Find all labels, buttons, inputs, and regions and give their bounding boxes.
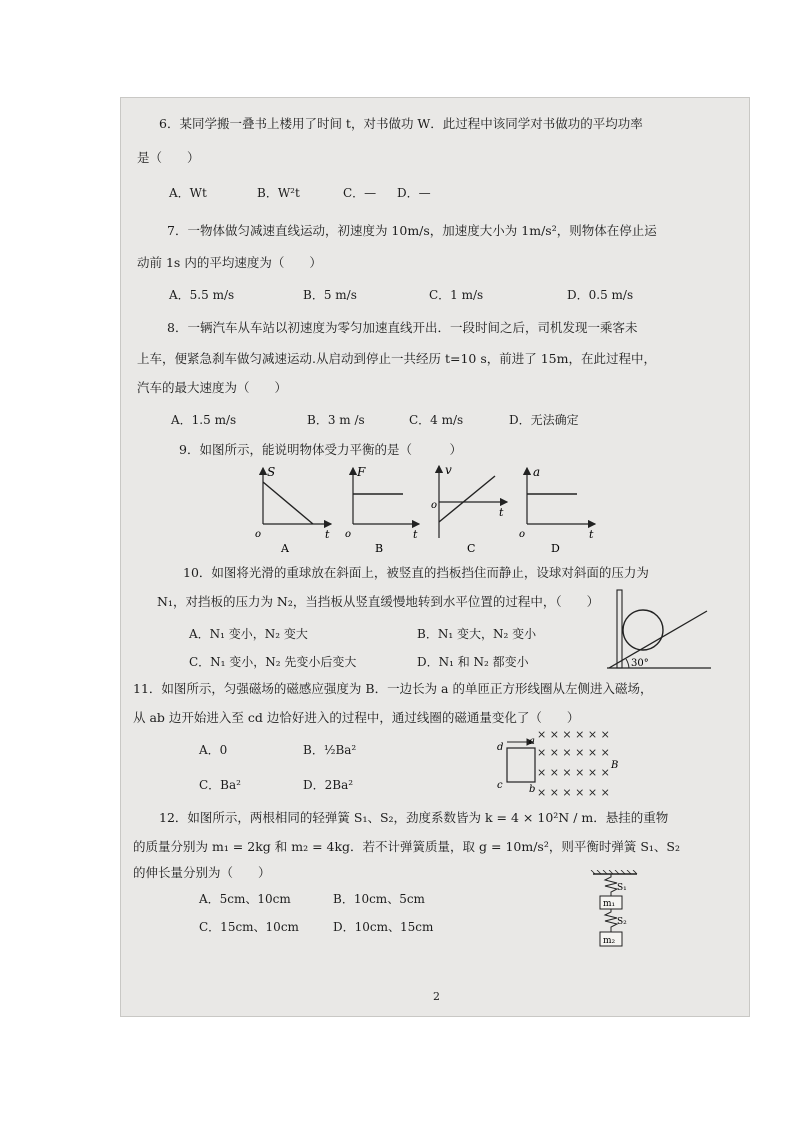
svg-text:× × × × × ×: × × × × × × bbox=[537, 786, 610, 799]
q11-option-b: B．½Ba² bbox=[303, 743, 357, 757]
page-number: 2 bbox=[433, 990, 440, 1003]
q9-d-xlabel: t bbox=[589, 528, 594, 541]
q8-stem-line2: 上车，便紧急刹车做匀减速运动.从启动到停止一共经历 t=10 s，前进了 15m，在此过程中， bbox=[137, 351, 656, 366]
q9-c-xlabel: t bbox=[499, 506, 504, 519]
exam-page bbox=[120, 97, 750, 1017]
q8-option-d: D．无法确定 bbox=[509, 413, 579, 427]
q6-option-a: A．Wt bbox=[169, 186, 207, 200]
q11-stem-line2: 从 ab 边开始进入至 cd 边恰好进入的过程中，通过线圈的磁通量变化了（ ） bbox=[133, 710, 580, 725]
svg-text:× × × × × ×: × × × × × × bbox=[537, 728, 610, 741]
q12-stem-line3: 的伸长量分别为（ ） bbox=[133, 865, 271, 880]
q11-label-d: d bbox=[497, 742, 504, 753]
q9-graph-c bbox=[431, 463, 507, 555]
q7-option-b: B．5 m/s bbox=[303, 288, 357, 302]
q6-stem-line2: 是（ ） bbox=[137, 150, 200, 165]
q9-b-origin: o bbox=[345, 529, 352, 540]
q6-option-c: C．— bbox=[343, 186, 377, 200]
q12-option-c: C．15cm、10cm bbox=[199, 920, 299, 934]
q9-graph-d bbox=[519, 465, 595, 555]
q10-option-b: B．N₁ 变大，N₂ 变小 bbox=[417, 627, 537, 641]
q10-incline-figure bbox=[603, 586, 715, 672]
q11-option-c: C．Ba² bbox=[199, 778, 241, 792]
q8-option-b: B．3 m /s bbox=[307, 413, 365, 427]
q12-option-a: A．5cm、10cm bbox=[199, 892, 291, 906]
q11-option-d: D．2Ba² bbox=[303, 778, 354, 792]
q9-graph-b bbox=[345, 465, 419, 555]
q10-stem-line1: 10．如图将光滑的重球放在斜面上，被竖直的挡板挡住而静止，设球对斜面的压力为 bbox=[183, 565, 649, 580]
q7-stem-line2: 动前 1s 内的平均速度为（ ） bbox=[137, 255, 322, 270]
q8-option-c: C．4 m/s bbox=[409, 413, 464, 427]
q12-option-d: D．10cm、15cm bbox=[333, 920, 434, 934]
q9-d-ylabel: a bbox=[533, 465, 541, 479]
q9-a-origin: o bbox=[255, 529, 262, 540]
q8-stem-line1: 8．一辆汽车从车站以初速度为零匀加速直线开出．一段时间之后，司机发现一乘客未 bbox=[167, 320, 638, 335]
q10-option-a: A．N₁ 变小，N₂ 变大 bbox=[189, 627, 308, 641]
q10-option-c: C．N₁ 变小，N₂ 先变小后变大 bbox=[189, 655, 357, 669]
q11-magnetic-field-figure bbox=[493, 724, 649, 804]
q8-option-a: A．1.5 m/s bbox=[171, 413, 237, 427]
q12-label-s2: S₂ bbox=[617, 917, 627, 927]
q12-label-s1: S₁ bbox=[617, 883, 627, 893]
q9-b-xlabel: t bbox=[413, 528, 418, 541]
q6-option-d: D．— bbox=[397, 186, 431, 200]
q7-option-c: C．1 m/s bbox=[429, 288, 484, 302]
q11-option-a: A．0 bbox=[199, 743, 228, 757]
q11-label-B: B bbox=[611, 760, 619, 771]
q12-stem-line2: 的质量分别为 m₁ = 2kg 和 m₂ = 4kg．若不计弹簧质量，取 g = 10m/s²，则平衡时弹簧 S₁、S₂ bbox=[133, 839, 680, 854]
q10-stem-line2: N₁，对挡板的压力为 N₂，当挡板从竖直缓慢地转到水平位置的过程中，（ ） bbox=[157, 594, 600, 609]
svg-text:× × × × × ×: × × × × × × bbox=[537, 746, 610, 759]
q9-graph-a bbox=[255, 465, 331, 555]
q9-b-caption: B bbox=[375, 542, 384, 555]
q9-a-xlabel: t bbox=[325, 528, 330, 541]
q9-stem: 9．如图所示，能说明物体受力平衡的是（ ） bbox=[179, 442, 462, 457]
q9-c-caption: C bbox=[467, 542, 476, 555]
q11-label-a: a bbox=[529, 736, 535, 747]
q7-option-a: A．5.5 m/s bbox=[169, 288, 235, 302]
q7-stem-line1: 7．一物体做匀减速直线运动，初速度为 10m/s，加速度大小为 1m/s²，则物体在停止运 bbox=[167, 223, 657, 238]
q12-stem-line1: 12．如图所示，两根相同的轻弹簧 S₁、S₂，劲度系数皆为 k = 4 × 10²N / m．悬挂的重物 bbox=[159, 810, 669, 825]
svg-text:× × × × × ×: × × × × × × bbox=[537, 766, 610, 779]
q10-angle-label: 30° bbox=[631, 658, 649, 669]
q12-label-m1: m₁ bbox=[603, 899, 616, 909]
q6-stem-line1: 6．某同学搬一叠书上楼用了时间 t，对书做功 W．此过程中该同学对书做功的平均功率 bbox=[159, 116, 643, 131]
q11-label-c: c bbox=[497, 780, 503, 791]
q10-option-d: D．N₁ 和 N₂ 都变小 bbox=[417, 655, 529, 669]
q9-a-caption: A bbox=[281, 542, 289, 555]
q8-stem-line3: 汽车的最大速度为（ ） bbox=[137, 380, 288, 395]
q12-spring-figure bbox=[589, 870, 649, 962]
q9-d-caption: D bbox=[551, 542, 560, 555]
q11-label-b: b bbox=[529, 784, 536, 795]
q12-label-m2: m₂ bbox=[603, 936, 616, 946]
q9-d-origin: o bbox=[519, 529, 526, 540]
q9-b-ylabel: F bbox=[357, 465, 366, 479]
q11-stem-line1: 11．如图所示，匀强磁场的磁感应强度为 B．一边长为 a 的单匝正方形线圈从左侧进入磁场， bbox=[133, 681, 653, 696]
q7-option-d: D．0.5 m/s bbox=[567, 288, 634, 302]
q9-graphs-figure bbox=[251, 460, 611, 555]
q9-c-origin: o bbox=[431, 500, 438, 511]
q9-c-ylabel: v bbox=[445, 463, 452, 477]
q12-option-b: B．10cm、5cm bbox=[333, 892, 425, 906]
q6-option-b: B．W²t bbox=[257, 186, 300, 200]
q9-a-ylabel: S bbox=[267, 465, 276, 479]
